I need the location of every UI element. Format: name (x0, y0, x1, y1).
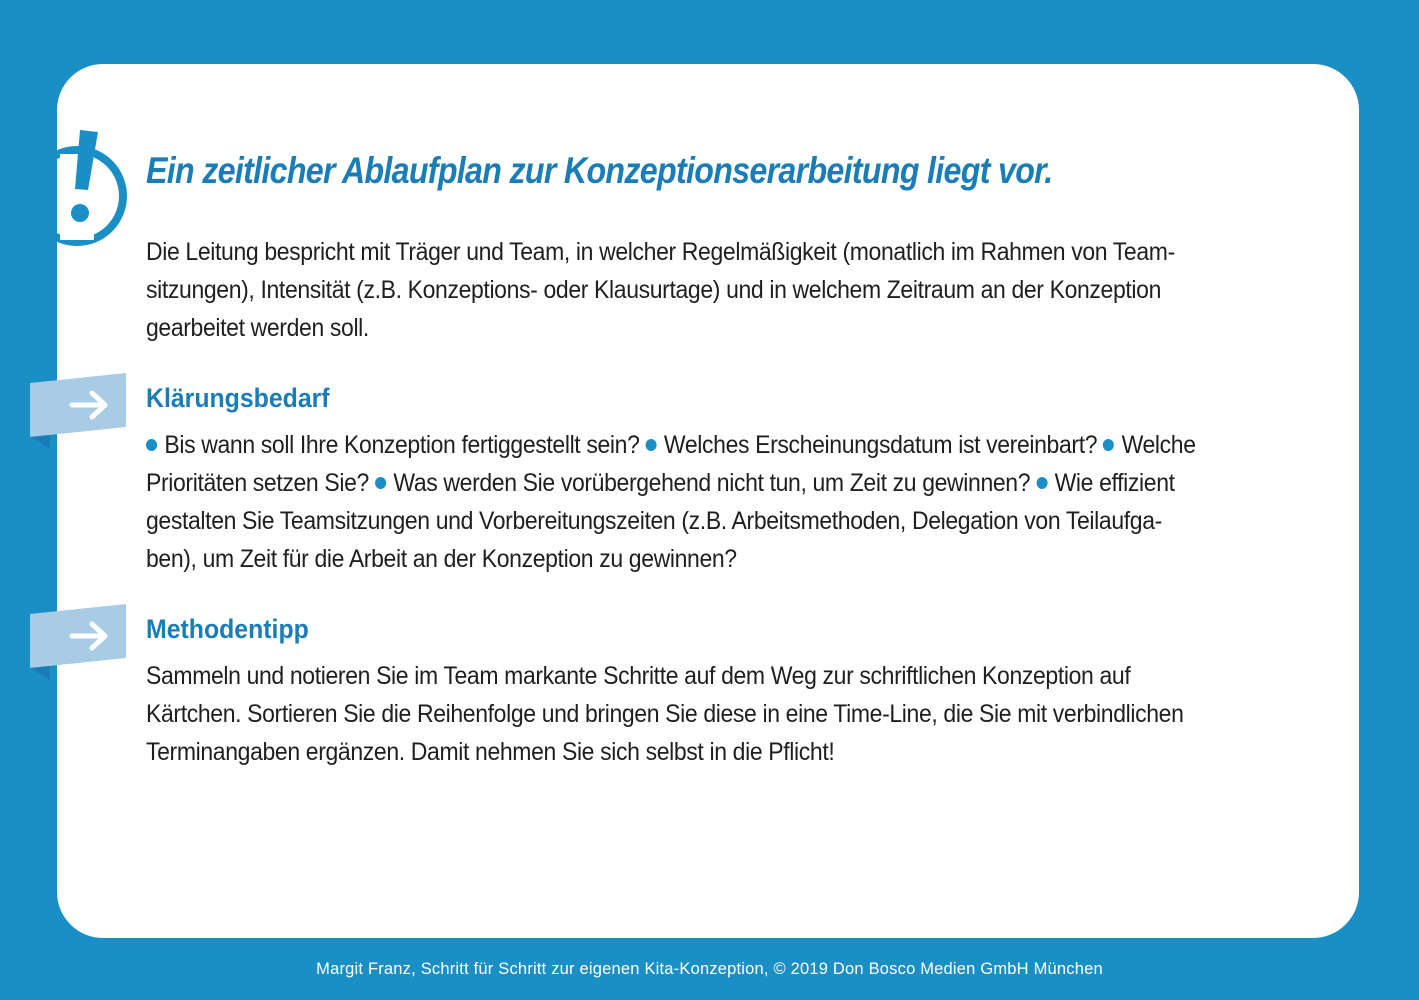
klaerung-line (146, 464, 1204, 502)
intro-line: gearbeitet werden soll. (146, 314, 369, 342)
page-title: Ein zeitlicher Ablaufplan zur Konzeptionserarbeitung liegt vor. (146, 150, 1053, 191)
section-arrow-tab (30, 373, 130, 449)
intro-line: sitzungen), Intensität (z.B. Konzeptions- oder Klausurtage) und in welchem Zeitraum an der Konzeption (146, 276, 1162, 304)
section-heading-methodentipp: Methodentipp (146, 614, 309, 644)
copyright-footer: Margit Franz, Schritt für Schritt zur eigenen Kita-Konzeption, © 2019 Don Bosco Medien GmbH München (316, 960, 1103, 978)
section-arrow-tab (30, 604, 130, 680)
methode-paragraph (146, 657, 1296, 771)
intro-line: Die Leitung bespricht mit Träger und Team, in welcher Regelmäßigkeit (monatlich im Rahmen von Team- (146, 238, 1175, 266)
klaerung-paragraph (146, 426, 1296, 578)
question-text: Welches Erscheinungsdatum ist vereinbart? (663, 431, 1098, 459)
question-text: Was werden Sie vorübergehend nicht tun, um Zeit zu gewinnen? (393, 469, 1031, 497)
section-heading-klaerungsbedarf: Klärungsbedarf (146, 383, 330, 413)
question-text: Prioritäten setzen Sie? (146, 469, 369, 497)
methode-line: Sammeln und notieren Sie im Team markante Schritte auf dem Weg zur schriftlichen Konzeption auf (146, 662, 1131, 690)
bullet-dot (1103, 439, 1114, 451)
methode-line: Terminangaben ergänzen. Damit nehmen Sie sich selbst in die Pflicht! (146, 738, 835, 766)
methode-line: Kärtchen. Sortieren Sie die Reihenfolge und bringen Sie diese in eine Time-Line, die Sie mit verbindlichen (146, 700, 1184, 728)
bullet-dot (1036, 477, 1047, 489)
klaerung-line: gestalten Sie Teamsitzungen und Vorbereitungszeiten (z.B. Arbeitsmethoden, Delegation von Teilaufga- (146, 507, 1162, 535)
bullet-dot (146, 439, 157, 451)
klaerung-line: ben), um Zeit für die Arbeit an der Konzeption zu gewinnen? (146, 545, 737, 573)
question-text: Welche (1121, 431, 1196, 459)
klaerung-line (146, 426, 1204, 464)
question-text: Bis wann soll Ihre Konzeption fertiggestellt sein? (164, 431, 640, 459)
intro-paragraph (146, 233, 1296, 347)
exclamation-circle-icon (22, 128, 130, 250)
bullet-dot (646, 439, 657, 451)
bullet-dot (375, 477, 386, 489)
question-text: Wie effizient (1054, 469, 1175, 497)
